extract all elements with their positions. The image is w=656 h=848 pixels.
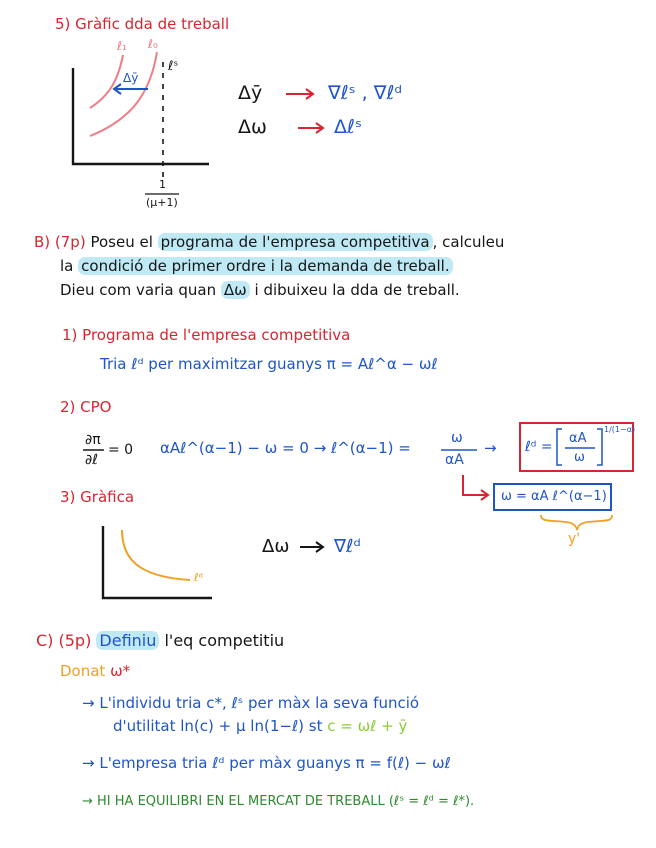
eq1-delta-y: Δȳ xyxy=(238,82,263,104)
p1-heading: 1) Programa de l'empresa competitiva xyxy=(62,326,351,344)
b-highlight-3: Δω xyxy=(221,281,250,299)
c-label: C) (5p) xyxy=(36,631,92,650)
b-line-2: la condició de primer ordre i la demanda de treball. xyxy=(60,259,453,274)
demand-curve-label: ℓᵈ xyxy=(194,571,204,584)
cpo-den: αA xyxy=(445,452,464,468)
p3-heading: 3) Gràfica xyxy=(60,488,135,506)
result-exponent: 1/(1−α) xyxy=(604,425,636,434)
cpo-arrow: → xyxy=(484,439,497,457)
eq2-rhs: Δℓˢ xyxy=(334,116,362,138)
c-item-1-line-2: d'utilitat ln(c) + μ ln(1−ℓ) st c = ωℓ + ȳ xyxy=(113,717,408,735)
p1-text: Tria ℓᵈ per maximitzar guanys π = Aℓ^α − ωℓ xyxy=(100,355,438,373)
c-item-2: → L'empresa tria ℓᵈ per màx guanys π = f(ℓ) − ωℓ xyxy=(82,754,451,772)
c-item-1-line-1: → L'individu tria c*, ℓˢ per màx la seva funció xyxy=(82,694,420,712)
b-label: B) (7p) xyxy=(34,233,86,251)
result-num: αA xyxy=(569,431,587,446)
supply-curve-l0 xyxy=(90,52,157,136)
y-prime-label: y' xyxy=(568,531,581,547)
supply-curve-l1 xyxy=(90,55,123,108)
b-line-3: Dieu com varia quan Δω i dibuixeu la dda de treball. xyxy=(60,281,460,299)
given-line: Donat ω* xyxy=(60,662,131,680)
p2-heading: 2) CPO xyxy=(60,398,112,416)
labor-demand-graph xyxy=(103,526,212,598)
cpo-equation: αAℓ^(α−1) − ω = 0 → ℓ^(α−1) = xyxy=(160,439,411,457)
result-den: ω xyxy=(574,450,585,465)
graph-axes xyxy=(73,68,209,164)
frac-eq: = 0 xyxy=(108,442,134,458)
wage-equation: ω = αA ℓ^(α−1) xyxy=(501,489,607,504)
section-5-heading: 5) Gràfic dda de treball xyxy=(55,15,230,33)
curve-label-l1: ℓ₁ xyxy=(117,39,127,53)
frac-den: ∂ℓ xyxy=(85,452,99,468)
eq2-delta-w: Δω xyxy=(238,116,267,138)
demand-axes xyxy=(103,526,212,598)
orange-brace xyxy=(541,515,612,530)
tick-denominator: (μ+1) xyxy=(146,196,178,209)
b-highlight-2: condició de primer ordre i la demanda de treball. xyxy=(78,257,452,275)
tick-label: 1 xyxy=(159,178,166,191)
curve-label-l0: ℓ₀ xyxy=(148,37,158,51)
b-highlight-1: programa de l'empresa competitiva xyxy=(158,233,433,251)
cpo-num: ω xyxy=(451,430,463,446)
c-item-3: → HI HA EQUILIBRI EN EL MERCAT DE TREBALL (ℓˢ = ℓᵈ = ℓ*). xyxy=(82,794,475,809)
p3-delta-w: Δω xyxy=(262,536,290,557)
arrow-1 xyxy=(286,89,313,99)
ls-label: ℓˢ xyxy=(168,59,179,74)
eq1-rhs: ∇ℓˢ , ∇ℓᵈ xyxy=(328,82,403,104)
p3-eq-rhs: ∇ℓᵈ xyxy=(334,536,361,557)
c-line-1: C) (5p) Definiu l'eq competitiu xyxy=(36,631,285,650)
frac-num: ∂π xyxy=(85,432,101,448)
arrow-2 xyxy=(298,123,323,133)
c-highlight: Definiu xyxy=(96,631,159,650)
shift-label: Δȳ xyxy=(123,71,139,85)
b-line-1: B) (7p) Poseu el programa de l'empresa competitiva , calculeu xyxy=(34,233,505,251)
l-arrow xyxy=(463,475,488,500)
result-lhs: ℓᵈ = xyxy=(525,439,553,455)
labor-supply-graph xyxy=(73,52,209,194)
demand-curve xyxy=(122,530,190,580)
